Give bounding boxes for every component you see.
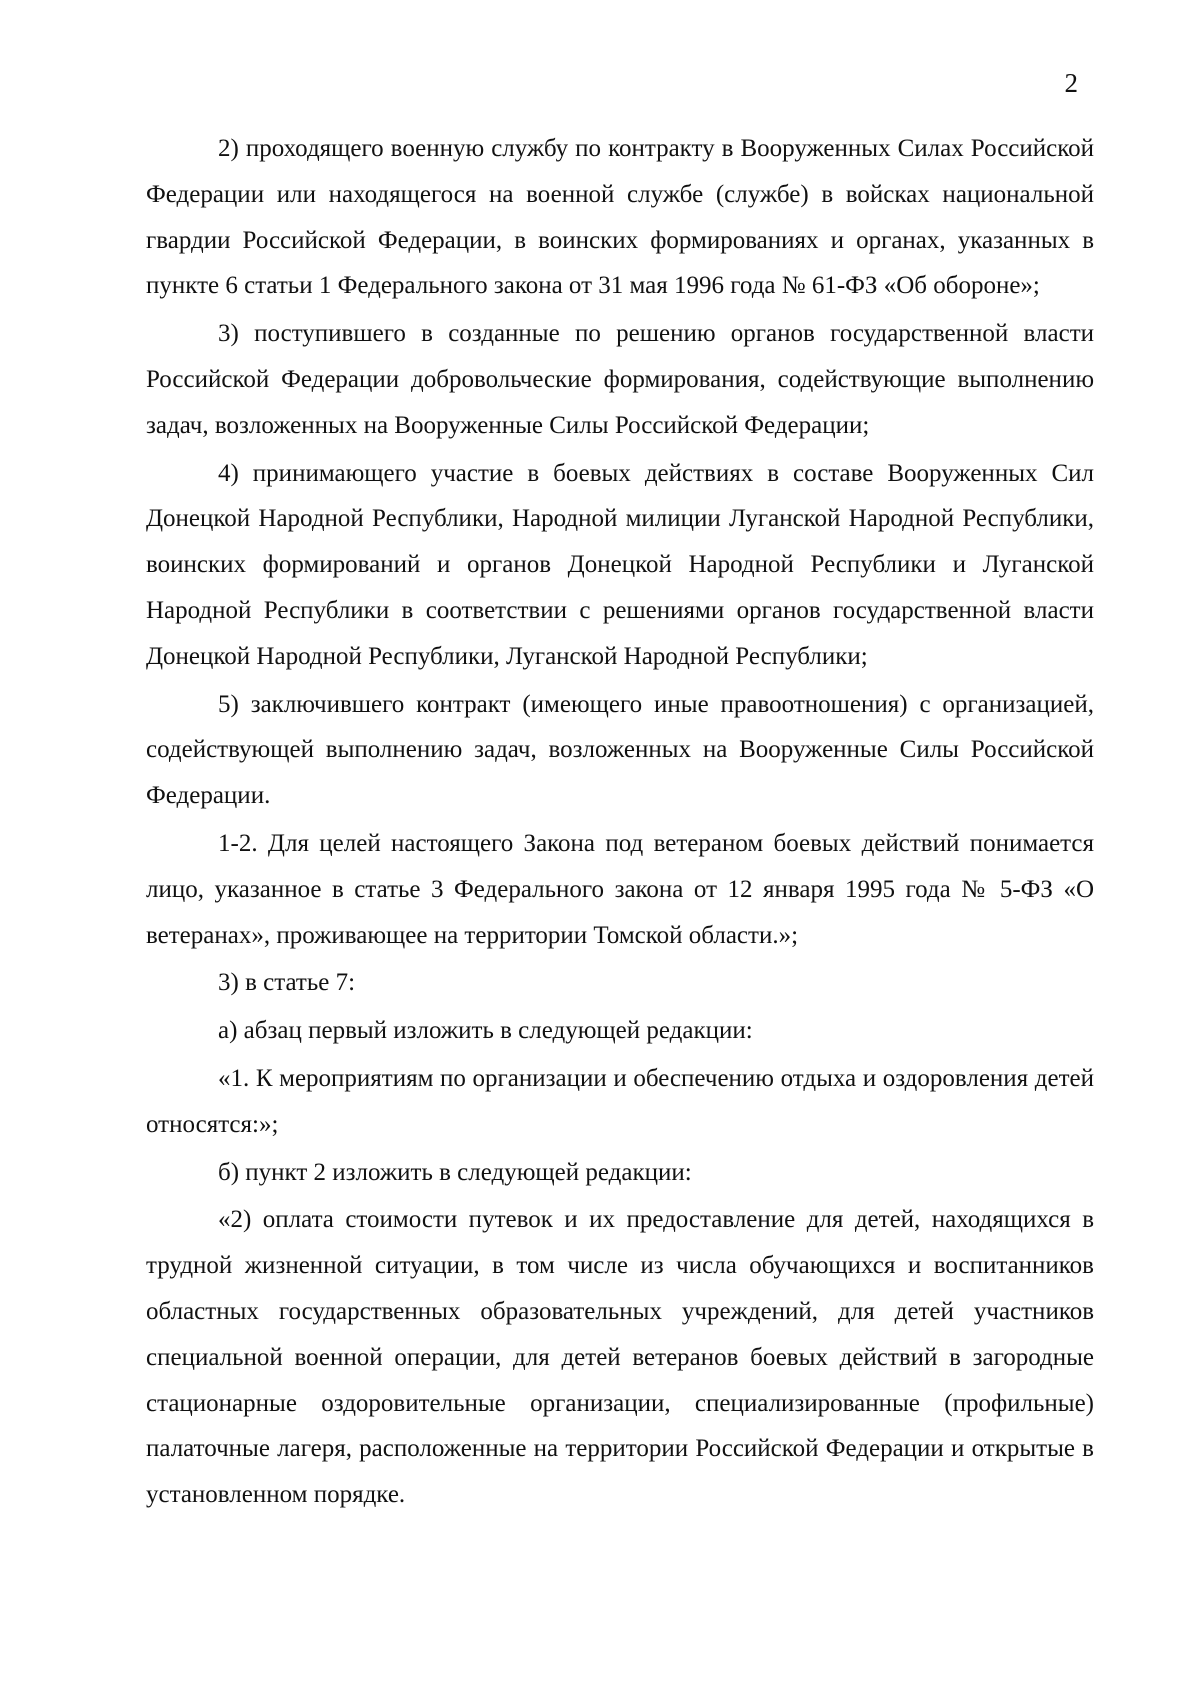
paragraph-new-text-1: «1. К мероприятиям по организации и обеспечению отдыха и оздоровления детей относятся:»; <box>146 1064 1094 1138</box>
paragraph-new-text-2: «2) оплата стоимости путевок и их предоставление для детей, находящихся в трудной жизненной ситуации, в том числе из числа обучающихся и воспитанников областных государственных образовательных учреждений, для детей участников специальной военной операции, для детей ветеранов боевых действий в загородные стационарные оздоровительные организации, специализированные (профильные) палаточные лагеря, расположенные на территории Российской Федерации и открытые в установленном порядке. <box>146 1206 1094 1509</box>
paragraph-subitem-a: а) абзац первый изложить в следующей редакции: <box>218 1017 753 1045</box>
paragraph-item-4: 4) принимающего участие в боевых действиях в составе Вооруженных Сил Донецкой Народной Республики, Народной милиции Луганской Народной Республики, воинских формирований и органов Донецкой Народной Республики и Луганской Народной Республики в соответствии с решениями органов государственной власти Донецкой Народной Республики, Луганской Народной Республики; <box>146 459 1094 670</box>
paragraph-item-3: 3) поступившего в созданные по решению органов государственной власти Российской Федерации добровольческие формирования, содействующие выполнению задач, возложенных на Вооруженные Силы Российской Федерации; <box>146 320 1094 439</box>
paragraph-article-7: 3) в статье 7: <box>218 969 356 997</box>
paragraph-item-2: 2) проходящего военную службу по контракту в Вооруженных Силах Российской Федерации или находящегося на военной службе (службе) в войсках национальной гвардии Российской Федерации, в воинских формированиях и органах, указанных в пункте 6 статьи 1 Федерального закона от 31 мая 1996 года № 61-ФЗ «Об обороне»; <box>146 135 1094 300</box>
paragraph-item-5: 5) заключившего контракт (имеющего иные правоотношения) с организацией, содействующей выполнению задач, возложенных на Вооруженные Силы Российской Федерации. <box>146 690 1094 810</box>
page-number: 2 <box>1064 68 1078 98</box>
document-body <box>146 126 1094 1520</box>
paragraph-definition-1-2: 1-2. Для целей настоящего Закона под ветераном боевых действий понимается лицо, указанное в статье 3 Федерального закона от 12 января 1995 года № 5-ФЗ «О ветеранах», проживающее на территории Томской области.»; <box>146 829 1094 949</box>
paragraph-subitem-b: б) пункт 2 изложить в следующей редакции: <box>218 1158 692 1186</box>
